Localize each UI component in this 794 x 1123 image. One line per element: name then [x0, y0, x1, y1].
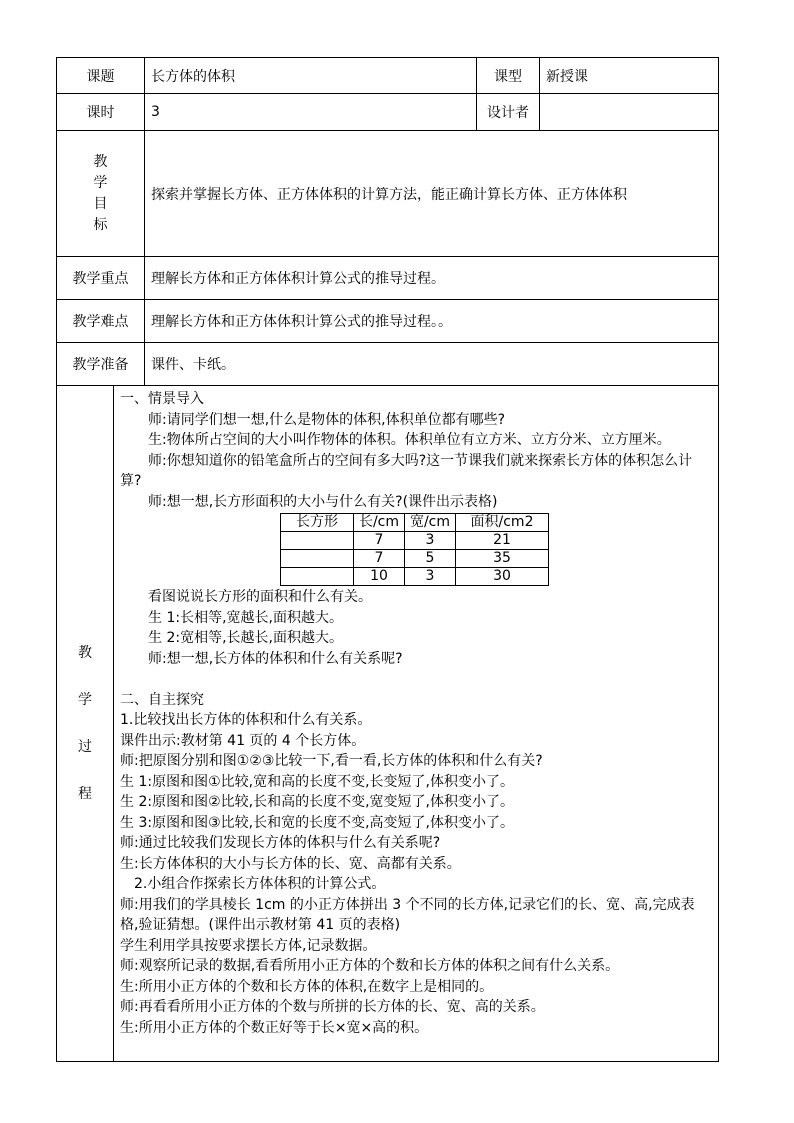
table-cell: 7: [354, 532, 405, 550]
content-line: 生:长方体体积的大小与长方体的长、宽、高都有关系。: [120, 855, 461, 872]
content-line: 看图说说长方形的面积和什么有关。: [148, 589, 372, 605]
table-cell: 30: [456, 568, 549, 586]
topic-row: [57, 58, 719, 94]
difficulties-row: [57, 300, 719, 343]
content-line: 师:请同学们想一想,什么是物体的体积,体积单位都有哪些?: [148, 411, 506, 428]
table-cell: 21: [456, 532, 549, 550]
content-line: 师:用我们的学具棱长 1cm 的小正方体拼出 3 个不同的长方体,记录它们的长、宽、高,完成表格,验证猜想。(课件出示教材第 41 页的表格): [120, 896, 695, 933]
goals-text: 探索并掌握长方体、正方体体积的计算方法，能正确计算长方体、正方体体积: [145, 131, 719, 257]
table-header-row: [281, 514, 549, 532]
period-label: 课时: [57, 94, 145, 131]
content-line: 师:观察所记录的数据,看看所用小正方体的个数和长方体的体积之间有什么关系。: [120, 958, 620, 974]
table-header: 长/cm: [354, 514, 405, 532]
topic-label: 课题: [57, 58, 145, 94]
process-row: [57, 386, 719, 1062]
content-line: 生 1:原图和图①比较,宽和高的长度不变,长变短了,体积变小了。: [120, 773, 514, 790]
designer-label: 设计者: [477, 94, 540, 131]
lesson-plan-page: [56, 57, 718, 1062]
content-line: 师:想一想,长方体的体积和什么有关系呢?: [148, 650, 403, 667]
section-heading: 一、情景导入: [120, 391, 204, 407]
content-line: 师:再看看所用小正方体的个数与所拼的长方体的长、宽、高的关系。: [120, 999, 545, 1015]
key-points-label: 教学重点: [57, 257, 145, 300]
table-cell: 3: [405, 532, 456, 550]
designer-value: [540, 94, 719, 131]
process-label: 教 学 过 程: [57, 386, 114, 1062]
blank-line: [120, 669, 712, 690]
content-line: 师:你想知道你的铅笔盒所占的空间有多大吗?这一节课我们就来探索长方体的体积怎么计算?: [120, 452, 693, 489]
content-line: 生 2:原图和图②比较,长和高的长度不变,宽变短了,体积变小了。: [120, 794, 514, 810]
content-line: 生 2:宽相等,长越长,面积越大。: [148, 630, 343, 646]
content-line: 生:物体所占空间的大小叫作物体的体积。体积单位有立方米、立方分米、立方厘米。: [148, 432, 671, 448]
content-line: 1.比较找出长方体的体积和什么有关系。: [120, 712, 372, 728]
process-content: [114, 386, 719, 1062]
table-cell: 3: [405, 568, 456, 586]
table-cell: 35: [456, 550, 549, 568]
key-points-text: 理解长方体和正方体体积计算公式的推导过程。: [145, 257, 719, 300]
topic-value: 长方体的体积: [145, 58, 477, 94]
rectangle-area-table: [280, 513, 549, 586]
table-header: 宽/cm: [405, 514, 456, 532]
difficulties-label: 教学难点: [57, 300, 145, 343]
preparation-row: [57, 343, 719, 386]
content-line: 课件出示:教材第 41 页的 4 个长方体。: [120, 732, 366, 749]
table-header: 面积/cm2: [456, 514, 549, 532]
table-cell: 7: [354, 550, 405, 568]
difficulties-text: 理解长方体和正方体体积计算公式的推导过程。。: [145, 300, 719, 343]
goals-label: 教 学 目 标: [57, 131, 145, 257]
goals-row: [57, 131, 719, 257]
content-line: 师:把原图分别和图①②③比较一下,看一看,长方体的体积和什么有关?: [120, 753, 543, 769]
content-line: 师:想一想,长方形面积的大小与什么有关?(课件出示表格): [148, 493, 498, 510]
content-line: 生 1:长相等,宽越长,面积越大。: [148, 609, 343, 626]
table-row: [281, 532, 549, 550]
content-line: 师:通过比较我们发现长方体的体积与什么有关系呢?: [120, 835, 441, 851]
table-cell: [281, 550, 354, 568]
period-row: [57, 94, 719, 131]
period-value: 3: [145, 94, 477, 131]
key-points-row: [57, 257, 719, 300]
content-line: 生:所用小正方体的个数和长方体的体积,在数字上是相同的。: [120, 978, 494, 995]
table-cell: [281, 568, 354, 586]
content-line: 2.小组合作探索长方体体积的计算公式。: [134, 876, 386, 892]
table-row: [281, 550, 549, 568]
content-line: 学生利用学具按要求摆长方体,记录数据。: [120, 937, 377, 954]
table-cell: [281, 532, 354, 550]
content-line: 生 3:原图和图③比较,长和宽的长度不变,高变短了,体积变小了。: [120, 814, 514, 831]
type-label: 课型: [477, 58, 540, 94]
table-row: [281, 568, 549, 586]
section-heading: 二、自主探究: [120, 691, 204, 708]
content-line: 生:所用小正方体的个数正好等于长×宽×高的积。: [120, 1019, 429, 1036]
preparation-label: 教学准备: [57, 343, 145, 386]
table-cell: 10: [354, 568, 405, 586]
lesson-plan-table: [56, 57, 719, 1062]
table-header: 长方形: [281, 514, 354, 532]
type-value: 新授课: [540, 58, 719, 94]
preparation-text: 课件、卡纸。: [145, 343, 719, 386]
table-cell: 5: [405, 550, 456, 568]
